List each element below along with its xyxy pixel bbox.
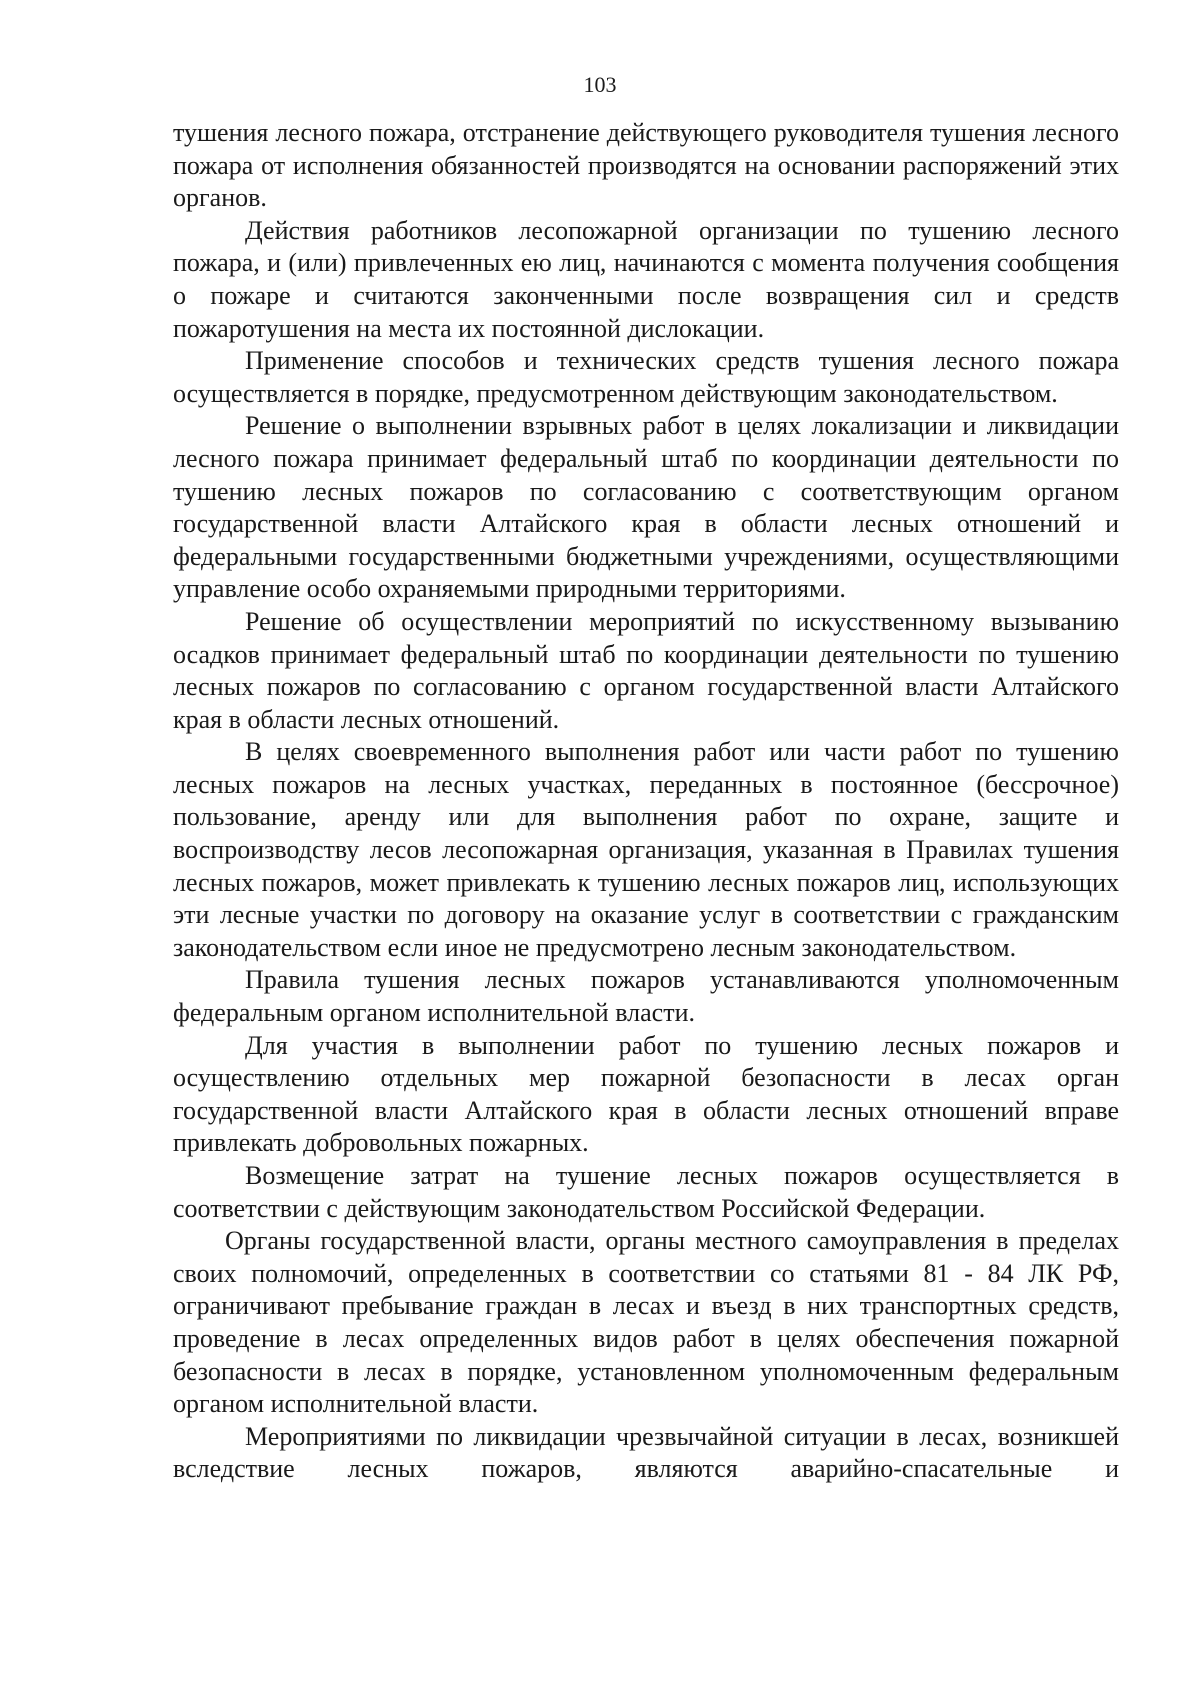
paragraph: Решение о выполнении взрывных работ в целях локализации и ликвидации лесного пожара принимает федеральный штаб по координации деятельности по тушению лесных пожаров по согласованию с соответствующим органом государственной власти Алтайского края в области лесных отношений и федеральными государственными бюджетными учреждениями, осуществляющими управление особо охраняемыми природными территориями.: [173, 411, 1119, 604]
paragraph: В целях своевременного выполнения работ или части работ по тушению лесных пожаров на лесных участках, переданных в постоянное (бессрочное) пользование, аренду или для выполнения работ по охране, защите и воспроизводству лесов лесопожарная организация, указанная в Правилах тушения лесных пожаров, может привлекать к тушению лесных пожаров лиц, использующих эти лесные участки по договору на оказание услуг в соответствии с гражданским законодательством если иное не предусмотрено лесным законодательством.: [173, 737, 1119, 962]
paragraph: Действия работников лесопожарной организации по тушению лесного пожара, и (или) привлеченных ею лиц, начинаются с момента получения сообщения о пожаре и считаются законченными после возвращения сил и средств пожаротушения на места их постоянной дислокации.: [173, 215, 1119, 343]
paragraph: Органы государственной власти, органы местного самоуправления в пределах своих полномочий, определенных в соответствии со статьями 81 - 84 ЛК РФ, ограничивают пребывание граждан в лесах и въезд в них транспортных средств, проведение в лесах определенных видов работ в целях обеспечения пожарной безопасности в лесах в порядке, установленном уполномоченным федеральным органом исполнительной власти.: [173, 1226, 1119, 1419]
paragraph: Правила тушения лесных пожаров устанавливаются уполномоченным федеральным органом исполнительной власти.: [173, 965, 1119, 1028]
document-body: [173, 117, 1119, 1486]
paragraph: Применение способов и технических средств тушения лесного пожара осуществляется в порядке, предусмотренном действующим законодательством.: [173, 346, 1119, 408]
paragraph: Возмещение затрат на тушение лесных пожаров осуществляется в соответствии с действующим законодательством Российской Федерации.: [173, 1161, 1119, 1223]
page-number: 103: [583, 72, 617, 97]
paragraph-continued: Мероприятиями по ликвидации чрезвычайной ситуации в лесах, возникшей вследствие лесных пожаров, являются аварийно-спасательные и: [173, 1421, 1119, 1484]
paragraph: Для участия в выполнении работ по тушению лесных пожаров и осуществлению отдельных мер пожарной безопасности в лесах орган государственной власти Алтайского края в области лесных отношений вправе привлекать добровольных пожарных.: [173, 1030, 1119, 1158]
paragraph-continuation: тушения лесного пожара, отстранение действующего руководителя тушения лесного пожара от исполнения обязанностей производятся на основании распоряжений этих органов.: [173, 118, 1119, 213]
paragraph: Решение об осуществлении мероприятий по искусственному вызыванию осадков принимает федеральный штаб по координации деятельности по тушению лесных пожаров по согласованию с органом государственной власти Алтайского края в области лесных отношений.: [173, 606, 1119, 734]
